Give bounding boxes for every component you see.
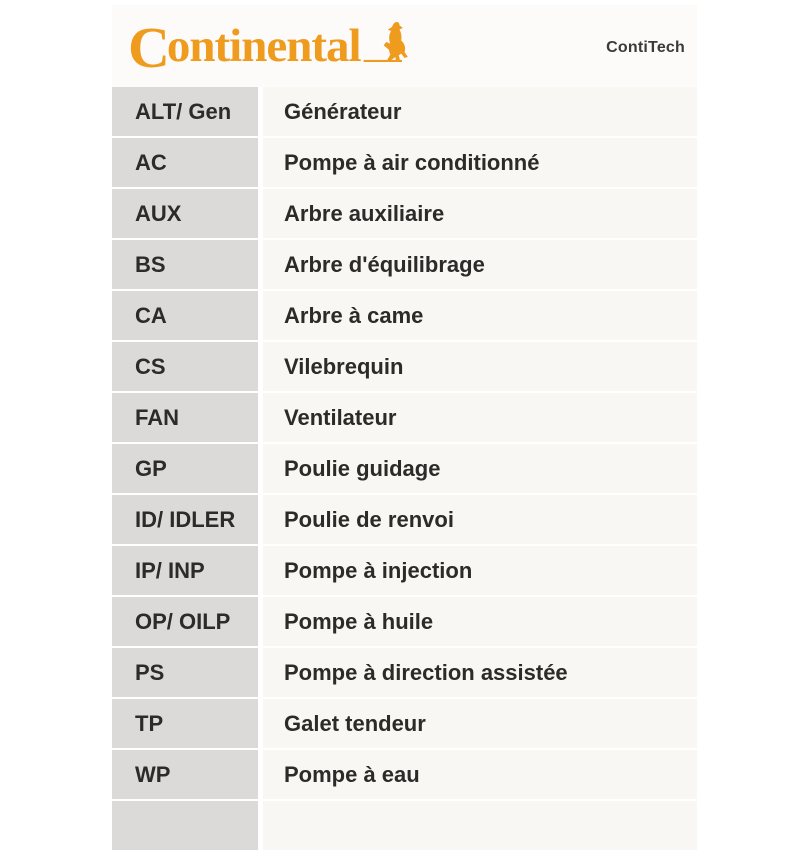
continental-logo	[128, 14, 412, 80]
abbreviation-cell: ALT/ Gen	[112, 87, 258, 136]
description-cell: Poulie de renvoi	[263, 495, 697, 544]
description-cell: Pompe à eau	[263, 750, 697, 799]
description-cell: Arbre d'équilibrage	[263, 240, 697, 289]
table-row-cutoff	[112, 801, 697, 850]
table-row	[112, 699, 697, 748]
rearing-horse-icon	[362, 19, 412, 65]
table-row	[112, 138, 697, 187]
abbreviation-cell: CA	[112, 291, 258, 340]
glossary-rows	[112, 87, 697, 799]
description-cell: Ventilateur	[263, 393, 697, 442]
table-row	[112, 546, 697, 595]
abbreviation-cell: IP/ INP	[112, 546, 258, 595]
logo-rest: ontinental	[166, 19, 361, 72]
description-cell: Arbre auxiliaire	[263, 189, 697, 238]
table-row	[112, 648, 697, 697]
table-row	[112, 444, 697, 493]
description-cell: Pompe à huile	[263, 597, 697, 646]
page	[112, 5, 697, 852]
abbreviation-cell: FAN	[112, 393, 258, 442]
description-cell: Générateur	[263, 87, 697, 136]
description-cell: Galet tendeur	[263, 699, 697, 748]
description-cell: Arbre à came	[263, 291, 697, 340]
table-row	[112, 87, 697, 136]
table-row	[112, 750, 697, 799]
table-row	[112, 495, 697, 544]
header	[112, 5, 697, 87]
abbreviation-cell	[112, 801, 258, 850]
table-row	[112, 342, 697, 391]
abbreviation-cell: CS	[112, 342, 258, 391]
table-row	[112, 291, 697, 340]
abbreviation-cell: AC	[112, 138, 258, 187]
abbreviation-cell: GP	[112, 444, 258, 493]
abbreviation-cell: TP	[112, 699, 258, 748]
description-cell	[263, 801, 697, 850]
glossary-table	[112, 87, 697, 850]
table-row	[112, 597, 697, 646]
abbreviation-cell: PS	[112, 648, 258, 697]
abbreviation-cell: ID/ IDLER	[112, 495, 258, 544]
abbreviation-cell: WP	[112, 750, 258, 799]
table-row	[112, 393, 697, 442]
continental-wordmark	[128, 14, 361, 80]
description-cell: Pompe à direction assistée	[263, 648, 697, 697]
contitech-label: ContiTech	[606, 39, 685, 56]
abbreviation-cell: OP/ OILP	[112, 597, 258, 646]
description-cell: Vilebrequin	[263, 342, 697, 391]
table-row	[112, 240, 697, 289]
description-cell: Pompe à air conditionné	[263, 138, 697, 187]
abbreviation-cell: AUX	[112, 189, 258, 238]
description-cell: Pompe à injection	[263, 546, 697, 595]
logo-initial: C	[128, 14, 167, 80]
abbreviation-cell: BS	[112, 240, 258, 289]
description-cell: Poulie guidage	[263, 444, 697, 493]
table-row	[112, 189, 697, 238]
